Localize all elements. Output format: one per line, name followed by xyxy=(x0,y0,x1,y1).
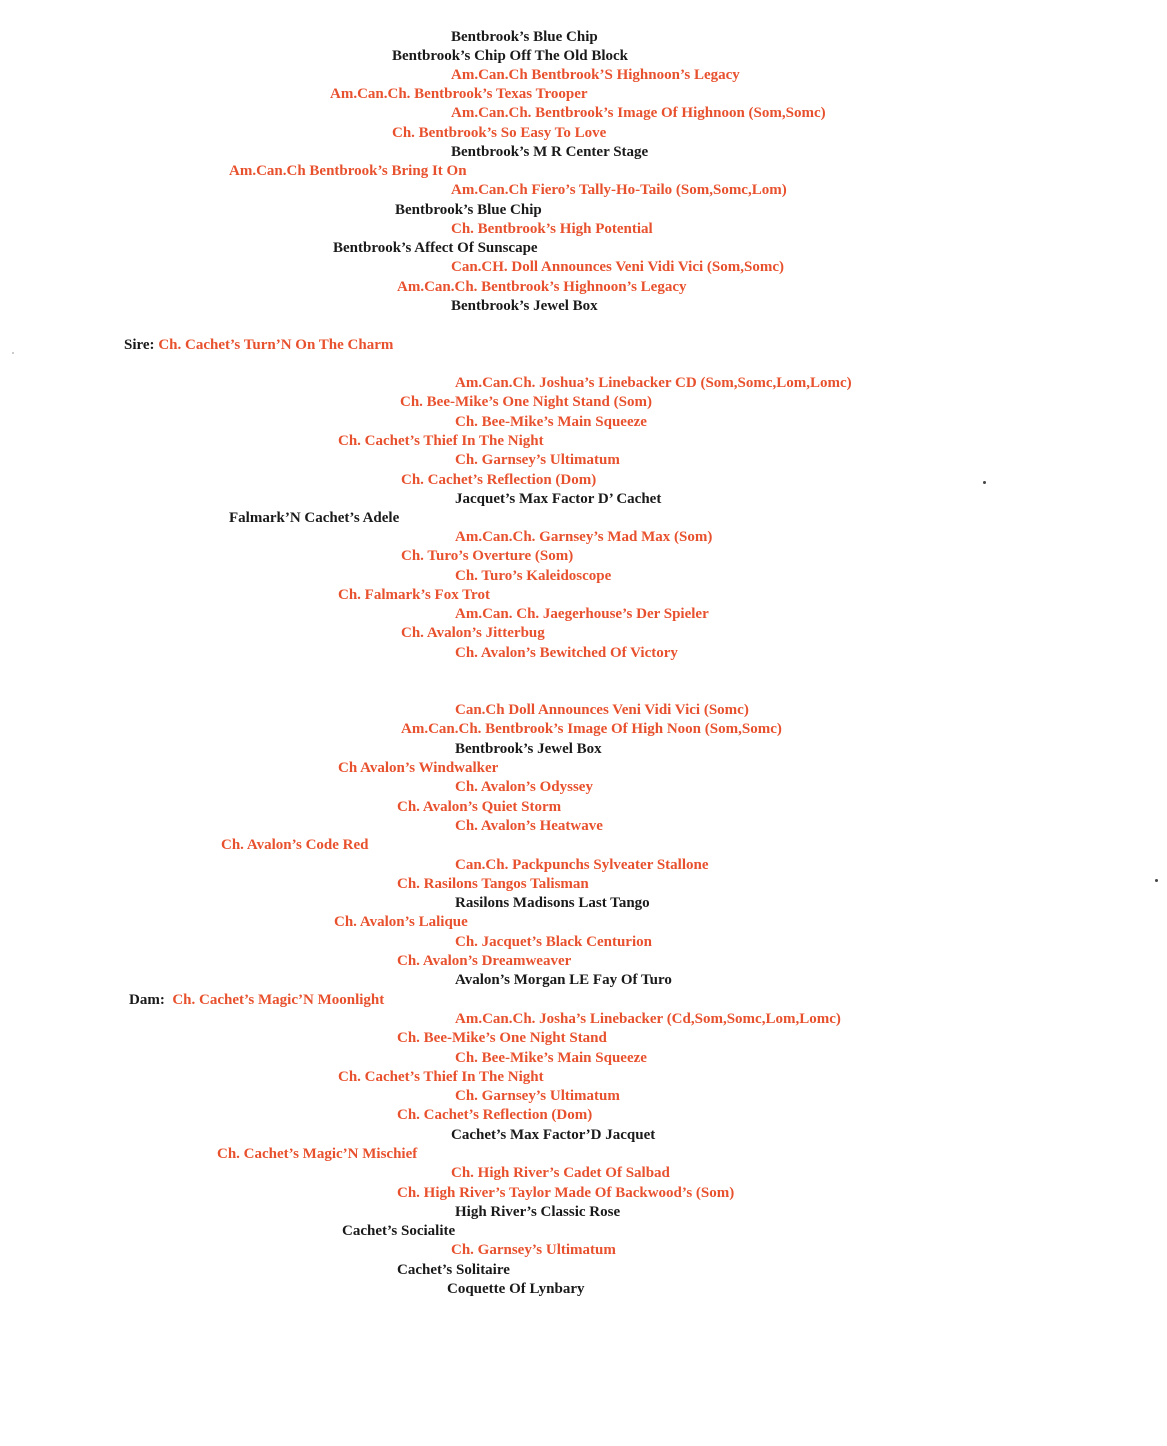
ancestor-entry: Cachet’s Max Factor’D Jacquet xyxy=(451,1127,656,1143)
ancestor-entry: Ch. High River’s Taylor Made Of Backwood’s (Som) xyxy=(397,1185,735,1201)
ancestor-entry: Am.Can. Ch. Jaegerhouse’s Der Spieler xyxy=(455,606,709,622)
ancestor-entry: Cachet’s Socialite xyxy=(342,1223,456,1239)
dam-line xyxy=(129,991,384,1010)
ancestor-entry: Ch. Avalon’s Code Red xyxy=(221,837,369,853)
ancestor-entry: Ch Avalon’s Windwalker xyxy=(338,760,499,776)
ancestor-entry: High River’s Classic Rose xyxy=(455,1204,621,1220)
ancestor-entry: Ch. Avalon’s Quiet Storm xyxy=(397,799,562,815)
ancestor-entry: Ch. Avalon’s Heatwave xyxy=(455,818,603,834)
ancestor-entry: Ch. Avalon’s Bewitched Of Victory xyxy=(455,645,678,661)
ancestor-entry: Ch. Avalon’s Dreamweaver xyxy=(397,953,572,969)
ancestor-entry: Ch. Avalon’s Odyssey xyxy=(455,779,593,795)
ancestor-entry: Ch. Garnsey’s Ultimatum xyxy=(451,1242,616,1258)
scan-speck xyxy=(1155,879,1158,882)
ancestor-entry: Am.Can.Ch Bentbrook’s Bring It On xyxy=(229,163,467,179)
ancestor-entry: Coquette Of Lynbary xyxy=(447,1281,585,1297)
ancestor-entry: Ch. Cachet’s Thief In The Night xyxy=(338,1069,544,1085)
ancestor-entry: Bentbrook’s Blue Chip xyxy=(395,202,542,218)
ancestor-entry: Avalon’s Morgan LE Fay Of Turo xyxy=(455,972,672,988)
ancestor-entry: Am.Can.Ch. Bentbrook’s Highnoon’s Legacy xyxy=(397,279,687,295)
ancestor-entry: Bentbrook’s Affect Of Sunscape xyxy=(333,240,538,256)
ancestor-entry: Am.Can.Ch. Joshua’s Linebacker CD (Som,Somc,Lom,Lomc) xyxy=(455,375,852,391)
ancestor-entry: Am.Can.Ch. Garnsey’s Mad Max (Som) xyxy=(455,529,713,545)
ancestor-entry: Ch. Cachet’s Thief In The Night xyxy=(338,433,544,449)
ancestor-entry: Ch. Jacquet’s Black Centurion xyxy=(455,934,652,950)
ancestor-entry: Ch. Turo’s Kaleidoscope xyxy=(455,568,612,584)
ancestor-entry: Bentbrook’s M R Center Stage xyxy=(451,144,649,160)
ancestor-entry: Am.Can.Ch Fiero’s Tally-Ho-Tailo (Som,Somc,Lom) xyxy=(451,182,787,198)
ancestor-entry: Ch. Cachet’s Reflection (Dom) xyxy=(401,472,597,488)
ancestor-entry: Ch. Bentbrook’s High Potential xyxy=(451,221,653,237)
ancestor-entry: Ch. Cachet’s Reflection (Dom) xyxy=(397,1107,593,1123)
ancestor-entry: Can.Ch. Packpunchs Sylveater Stallone xyxy=(455,857,709,873)
ancestor-entry: Ch. Avalon’s Lalique xyxy=(334,914,468,930)
ancestor-entry: Can.CH. Doll Announces Veni Vidi Vici (Som,Somc) xyxy=(451,259,784,275)
ancestor-entry: Bentbrook’s Jewel Box xyxy=(455,741,602,757)
ancestor-entry: Jacquet’s Max Factor D’ Cachet xyxy=(455,491,662,507)
ancestor-entry: Ch. High River’s Cadet Of Salbad xyxy=(451,1165,670,1181)
ancestor-entry: Ch. Rasilons Tangos Talisman xyxy=(397,876,589,892)
ancestor-entry: Ch. Garnsey’s Ultimatum xyxy=(455,1088,620,1104)
ancestor-entry: Am.Can.Ch Bentbrook’S Highnoon’s Legacy xyxy=(451,67,740,83)
dam-name: Ch. Cachet’s Magic’N Moonlight xyxy=(172,992,385,1008)
ancestor-entry: Falmark’N Cachet’s Adele xyxy=(229,510,400,526)
scan-speck xyxy=(12,352,14,354)
scan-speck xyxy=(983,481,986,484)
ancestor-entry: Rasilons Madisons Last Tango xyxy=(455,895,650,911)
ancestor-entry: Am.Can.Ch. Josha’s Linebacker (Cd,Som,Somc,Lom,Lomc) xyxy=(455,1011,841,1027)
ancestor-entry: Bentbrook’s Jewel Box xyxy=(451,298,598,314)
ancestor-entry: Bentbrook’s Blue Chip xyxy=(451,29,598,45)
ancestor-entry: Ch. Avalon’s Jitterbug xyxy=(401,625,545,641)
ancestor-entry: Cachet’s Solitaire xyxy=(397,1262,510,1278)
ancestor-entry: Can.Ch Doll Announces Veni Vidi Vici (Somc) xyxy=(455,702,749,718)
ancestor-entry: Am.Can.Ch. Bentbrook’s Image Of Highnoon (Som,Somc) xyxy=(451,105,826,121)
ancestor-entry: Ch. Bee-Mike’s One Night Stand xyxy=(397,1030,607,1046)
ancestor-entry: Ch. Turo’s Overture (Som) xyxy=(401,548,574,564)
ancestor-entry: Ch. Garnsey’s Ultimatum xyxy=(455,452,620,468)
ancestor-entry: Ch. Bentbrook’s So Easy To Love xyxy=(392,125,607,141)
ancestor-entry: Ch. Falmark’s Fox Trot xyxy=(338,587,490,603)
ancestor-entry: Ch. Bee-Mike’s Main Squeeze xyxy=(455,414,647,430)
ancestor-entry: Am.Can.Ch. Bentbrook’s Texas Trooper xyxy=(330,86,588,102)
sire-name: Ch. Cachet’s Turn’N On The Charm xyxy=(158,337,394,353)
ancestor-entry: Am.Can.Ch. Bentbrook’s Image Of High Noon (Som,Somc) xyxy=(401,721,782,737)
sire-label: Sire: xyxy=(124,337,155,353)
ancestor-entry: Ch. Cachet’s Magic’N Mischief xyxy=(217,1146,418,1162)
ancestor-entry: Bentbrook’s Chip Off The Old Block xyxy=(392,48,629,64)
ancestor-entry: Ch. Bee-Mike’s One Night Stand (Som) xyxy=(400,394,652,410)
sire-line xyxy=(124,336,393,355)
ancestor-entry: Ch. Bee-Mike’s Main Squeeze xyxy=(455,1050,647,1066)
dam-label: Dam: xyxy=(129,992,165,1008)
